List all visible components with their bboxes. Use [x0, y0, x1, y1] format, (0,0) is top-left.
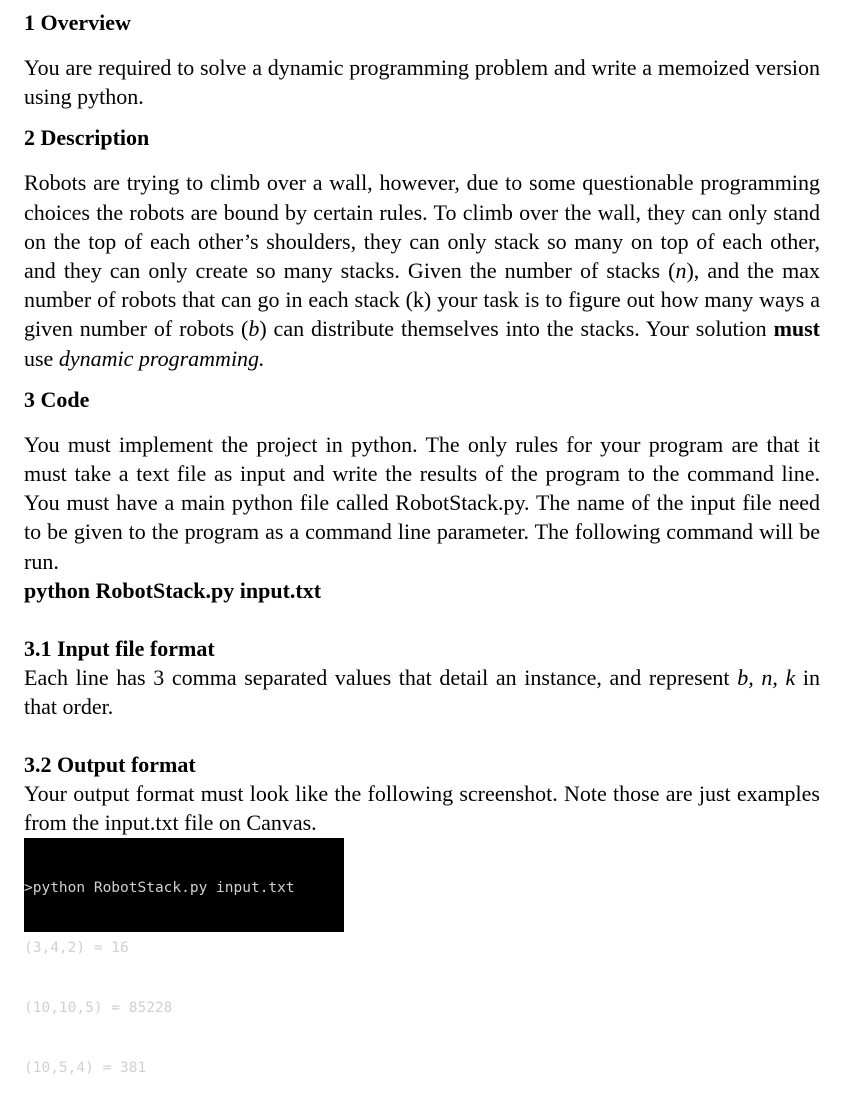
overview-text: You are required to solve a dynamic programming problem and write a memoized version using python. [24, 55, 820, 110]
terminal-line: (10,10,5) = 85228 [24, 999, 173, 1016]
document-page [24, 8, 821, 1076]
output-format-text: Your output format must look like the following screenshot. Note those are just examples from the input.txt file on Canvas. [24, 781, 820, 836]
terminal-line: (10,5,4) = 381 [24, 1059, 147, 1076]
code-heading: 3 Code [24, 386, 90, 412]
var-b: b [248, 316, 260, 342]
terminal-screenshot [24, 838, 344, 1076]
output-format-heading: 3.2 Output format [24, 752, 196, 778]
input-format-heading: 3.1 Input file format [24, 635, 215, 661]
description-heading: 2 Description [24, 125, 150, 151]
input-format-text: Each line has 3 comma separated values that detail an instance, and represent b, n, k in that order. [24, 664, 820, 720]
var-n: n [675, 258, 687, 284]
overview-heading: 1 Overview [24, 10, 131, 35]
code-text: You must implement the project in python. The only rules for your program are that it must take a text file as input and write the results of the program to the command line. You must have a main python file called RobotStack.py. The name of the input file need to be given to the program as a command line parameter. The following command will be run. [24, 431, 820, 574]
dp-emphasis: dynamic programming. [58, 345, 265, 371]
terminal-line: (3,4,2) = 16 [24, 939, 129, 956]
input-vars: b, n, k [737, 664, 796, 690]
must-emphasis: must [773, 316, 821, 342]
terminal-line: >python RobotStack.py input.txt [24, 879, 295, 896]
description-text: Robots are trying to climb over a wall, however, due to some questionable programming choices the robots are bound by certain rules. To climb over the wall, they can only stand on the top of each other’s shoulders, they can only stack so many on top of each other, and they can only create so many stacks. Given the number of stacks (n), and the max number of robots that can go in each stack (k) your task is to figure out how many ways a given number of robots (b) can distribute themselves into the stacks. Your solution must use dynamic programming. [24, 170, 821, 371]
run-command: python RobotStack.py input.txt [24, 577, 322, 603]
